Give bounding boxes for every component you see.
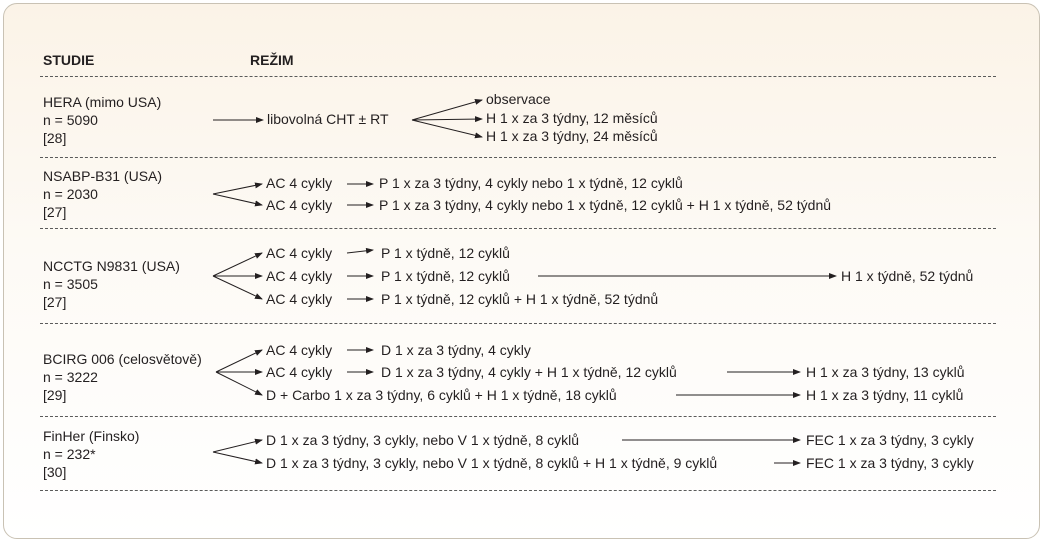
arrow-hera-branch-3: [412, 120, 482, 137]
study-ref: [27]: [43, 204, 67, 220]
regimen-step: D + Carbo 1 x za 3 týdny, 6 cyklů + H 1 x týdně, 18 cyklů: [266, 387, 617, 403]
regimen-step: P 1 x týdně, 12 cyklů: [381, 268, 510, 284]
regimen-arm: H 1 x za 3 týdny, 12 měsíců: [486, 110, 658, 126]
study-n: n = 3505: [43, 276, 98, 292]
regimen-step: AC 4 cykly: [266, 342, 333, 358]
divider: [40, 323, 996, 324]
study-ref: [28]: [43, 130, 67, 146]
divider: [40, 416, 996, 417]
regimen-step: AC 4 cykly: [266, 291, 333, 307]
regimen-step: AC 4 cykly: [266, 245, 333, 261]
arrow-ncctg-step-1: [347, 250, 373, 253]
arrow-ncctg-branch-1: [213, 253, 262, 276]
arrow-ncctg-branch-3: [213, 276, 262, 299]
regimen-arm: H 1 x za 3 týdny, 24 měsíců: [486, 128, 658, 144]
divider: [40, 157, 996, 158]
column-header-study: STUDIE: [43, 52, 95, 68]
regimen-step: AC 4 cykly: [266, 197, 333, 213]
divider: [40, 228, 996, 229]
regimen-step: P 1 x za 3 týdny, 4 cykly nebo 1 x týdně, 12 cyklů + H 1 x týdně, 52 týdnů: [379, 197, 832, 213]
arrow-bcirg-branch-1: [216, 350, 262, 372]
regimen-step: P 1 x týdně, 12 cyklů + H 1 x týdně, 52 týdnů: [381, 291, 659, 307]
arrow-nsabp-branch-1: [213, 184, 262, 194]
column-header-regimen: REŽIM: [250, 52, 294, 68]
regimen-arm: observace: [486, 91, 551, 107]
regimen-start: libovolná CHT ± RT: [267, 111, 389, 127]
arrow-hera-branch-2: [412, 119, 482, 120]
arrow-nsabp-branch-2: [213, 194, 262, 205]
regimen-step: H 1 x týdně, 52 týdnů: [841, 268, 974, 284]
study-n: n = 2030: [43, 186, 98, 202]
regimen-step: D 1 x za 3 týdny, 4 cykly: [381, 342, 531, 358]
arrow-finher-branch-2: [213, 452, 262, 463]
arrow-bcirg-branch-3: [216, 372, 262, 395]
study-name: BCIRG 006 (celosvětově): [43, 351, 202, 367]
divider: [40, 76, 996, 77]
regimen-step: D 1 x za 3 týdny, 3 cykly, nebo V 1 x týdně, 8 cyklů + H 1 x týdně, 9 cyklů: [266, 455, 718, 471]
study-ref: [30]: [43, 464, 67, 480]
study-ref: [29]: [43, 387, 67, 403]
study-ref: [27]: [43, 294, 67, 310]
regimen-step: AC 4 cykly: [266, 175, 333, 191]
regimen-step: P 1 x týdně, 12 cyklů: [381, 245, 510, 261]
regimen-step: D 1 x za 3 týdny, 3 cykly, nebo V 1 x týdně, 8 cyklů: [266, 432, 580, 448]
regimen-step: P 1 x za 3 týdny, 4 cykly nebo 1 x týdně, 12 cyklů: [379, 175, 683, 191]
arrow-finher-branch-1: [213, 440, 262, 452]
study-name: NSABP-B31 (USA): [43, 168, 163, 184]
regimen-step: H 1 x za 3 týdny, 11 cyklů: [806, 387, 964, 403]
study-n: n = 232*: [43, 446, 96, 462]
study-name: HERA (mimo USA): [43, 94, 162, 110]
divider: [40, 490, 996, 491]
study-n: n = 5090: [43, 112, 98, 128]
study-n: n = 3222: [43, 369, 98, 385]
arrow-hera-branch-1: [412, 100, 482, 120]
regimen-step: AC 4 cykly: [266, 364, 333, 380]
study-name: FinHer (Finsko): [43, 428, 140, 444]
regimen-step: D 1 x za 3 týdny, 4 cykly + H 1 x týdně, 12 cyklů: [381, 364, 677, 380]
regimen-step: H 1 x za 3 týdny, 13 cyklů: [806, 364, 965, 380]
regimen-step: AC 4 cykly: [266, 268, 333, 284]
regimen-step: FEC 1 x za 3 týdny, 3 cykly: [806, 432, 974, 448]
study-name: NCCTG N9831 (USA): [43, 258, 180, 274]
regimen-step: FEC 1 x za 3 týdny, 3 cykly: [806, 455, 974, 471]
